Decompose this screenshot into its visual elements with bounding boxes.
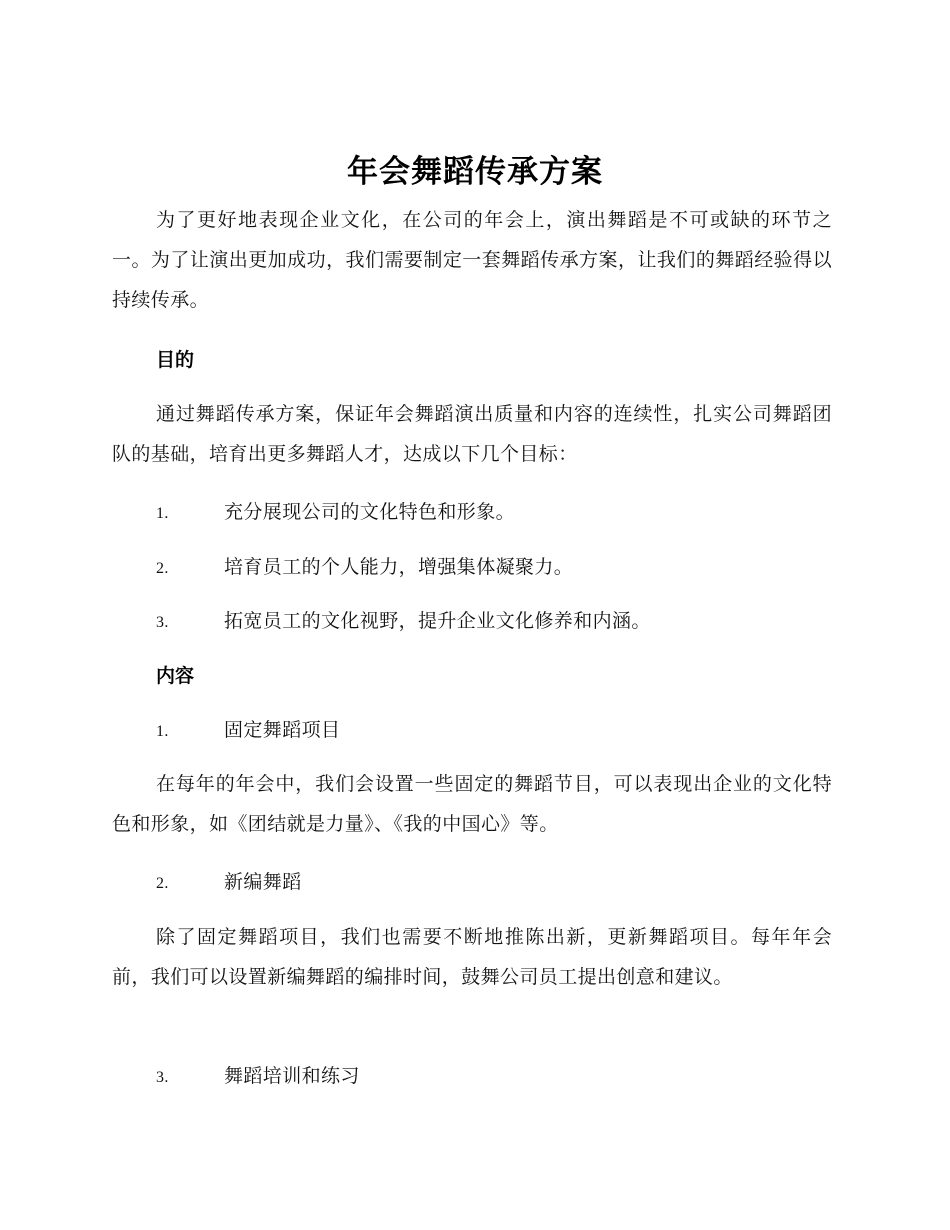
list-item-text: 培育员工的个人能力，增强集体凝聚力。 [224, 556, 574, 578]
content-heading: 内容 [156, 665, 195, 687]
purpose-list-item [156, 492, 832, 534]
section-title-text: 舞蹈培训和练习 [224, 1065, 360, 1087]
purpose-paragraph: 通过舞蹈传承方案，保证年会舞蹈演出质量和内容的连续性，扎实公司舞蹈团队的基础，培育出更多舞蹈人才，达成以下几个目标： [112, 403, 832, 465]
content-section-paragraph: 在每年的年会中，我们会设置一些固定的舞蹈节目，可以表现出企业的文化特色和形象，如《团结就是力量》、《我的中国心》等。 [112, 773, 832, 835]
list-number: 2. [156, 560, 169, 577]
content-section-paragraph: 除了固定舞蹈项目，我们也需要不断地推陈出新，更新舞蹈项目。每年年会前，我们可以设置新编舞蹈的编排时间，鼓舞公司员工提出创意和建议。 [112, 926, 832, 988]
list-number: 1. [156, 505, 169, 522]
document-title: 年会舞蹈传承方案 [347, 154, 603, 190]
list-number: 3. [156, 1069, 169, 1086]
section-title-text: 固定舞蹈项目 [224, 719, 341, 741]
content-section-title [156, 1056, 832, 1098]
list-number: 3. [156, 614, 169, 631]
content-section-title [156, 710, 832, 752]
purpose-list-item [156, 547, 832, 589]
list-item-text: 拓宽员工的文化视野，提升企业文化修养和内涵。 [224, 610, 651, 632]
section-title-text: 新编舞蹈 [224, 871, 302, 893]
purpose-list-item [156, 601, 832, 643]
purpose-heading: 目的 [156, 349, 195, 371]
list-item-text: 充分展现公司的文化特色和形象。 [224, 501, 516, 523]
intro-paragraph: 为了更好地表现企业文化，在公司的年会上，演出舞蹈是不可或缺的环节之一。为了让演出更加成功，我们需要制定一套舞蹈传承方案，让我们的舞蹈经验得以持续传承。 [112, 209, 832, 311]
content-section-title [156, 862, 832, 904]
list-number: 1. [156, 723, 169, 740]
list-number: 2. [156, 875, 169, 892]
